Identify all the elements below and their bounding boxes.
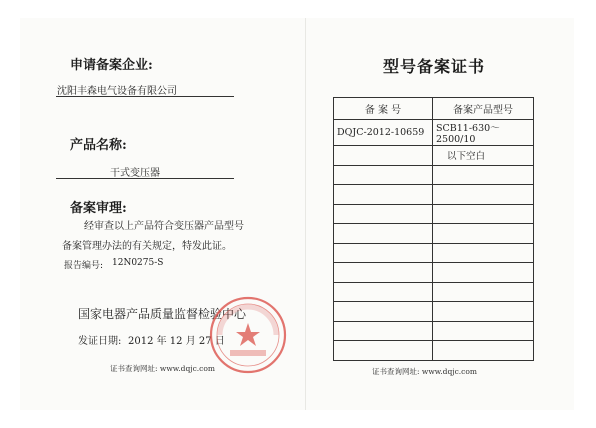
table-row bbox=[334, 146, 534, 166]
registration-number bbox=[334, 146, 433, 166]
table-header-row bbox=[334, 98, 534, 120]
registration-model: SCB11-630～2500/10 bbox=[433, 120, 534, 146]
table-row bbox=[334, 321, 534, 341]
table-row bbox=[334, 224, 534, 244]
registration-model: 以下空白 bbox=[433, 146, 534, 166]
right-query-url: 证书查询网址: www.dqjc.com bbox=[372, 367, 478, 376]
table-row bbox=[334, 243, 534, 263]
registration-number bbox=[334, 204, 433, 224]
col-number-header: 备 案 号 bbox=[334, 98, 433, 120]
applicant-underline bbox=[56, 96, 234, 97]
review-label: 备案审理: bbox=[70, 201, 127, 216]
table-row bbox=[334, 185, 534, 205]
official-seal-icon bbox=[208, 295, 288, 375]
registration-model bbox=[433, 302, 534, 322]
col-model-header: 备案产品型号 bbox=[433, 98, 534, 120]
review-text-line1: 经审查以上产品符合变压器产品型号 bbox=[84, 221, 244, 232]
registration-number: DQJC-2012-10659 bbox=[334, 120, 433, 146]
registration-number bbox=[334, 185, 433, 205]
registration-number bbox=[334, 243, 433, 263]
report-label: 报告编号: bbox=[64, 261, 104, 271]
product-label: 产品名称: bbox=[70, 138, 127, 153]
registration-model bbox=[433, 185, 534, 205]
table-row bbox=[334, 341, 534, 361]
left-query-url: 证书查询网址: www.dqjc.com bbox=[110, 364, 216, 373]
registration-number bbox=[334, 321, 433, 341]
table-row bbox=[334, 165, 534, 185]
product-value: 干式变压器 bbox=[110, 168, 160, 179]
product-underline bbox=[56, 178, 234, 179]
certificate-title: 型号备案证书 bbox=[383, 57, 486, 76]
table-row bbox=[334, 302, 534, 322]
registration-number bbox=[334, 341, 433, 361]
table-row bbox=[334, 120, 534, 146]
registration-model bbox=[433, 263, 534, 283]
registration-number bbox=[334, 224, 433, 244]
registration-model bbox=[433, 321, 534, 341]
registration-model bbox=[433, 204, 534, 224]
registration-model bbox=[433, 341, 534, 361]
table-row bbox=[334, 282, 534, 302]
certificate-sheet bbox=[20, 18, 574, 410]
issue-value: 2012 年 12 月 27 日 bbox=[128, 336, 225, 347]
table-row bbox=[334, 263, 534, 283]
registration-number bbox=[334, 263, 433, 283]
registration-model bbox=[433, 282, 534, 302]
registration-number bbox=[334, 282, 433, 302]
registration-number bbox=[334, 302, 433, 322]
page-fold bbox=[305, 18, 306, 410]
registration-number bbox=[334, 165, 433, 185]
issue-label: 发证日期: bbox=[78, 336, 122, 347]
report-value: 12N0275-S bbox=[112, 258, 164, 268]
review-text-line2: 备案管理办法的有关规定，特发此证。 bbox=[62, 241, 232, 252]
applicant-value: 沈阳丰森电气设备有限公司 bbox=[57, 86, 177, 97]
center-name: 国家电器产品质量监督检验中心 bbox=[78, 307, 247, 321]
registration-table bbox=[333, 97, 534, 361]
registration-model bbox=[433, 165, 534, 185]
table-row bbox=[334, 204, 534, 224]
registration-model bbox=[433, 224, 534, 244]
registration-model bbox=[433, 243, 534, 263]
applicant-label: 申请备案企业: bbox=[70, 58, 153, 73]
